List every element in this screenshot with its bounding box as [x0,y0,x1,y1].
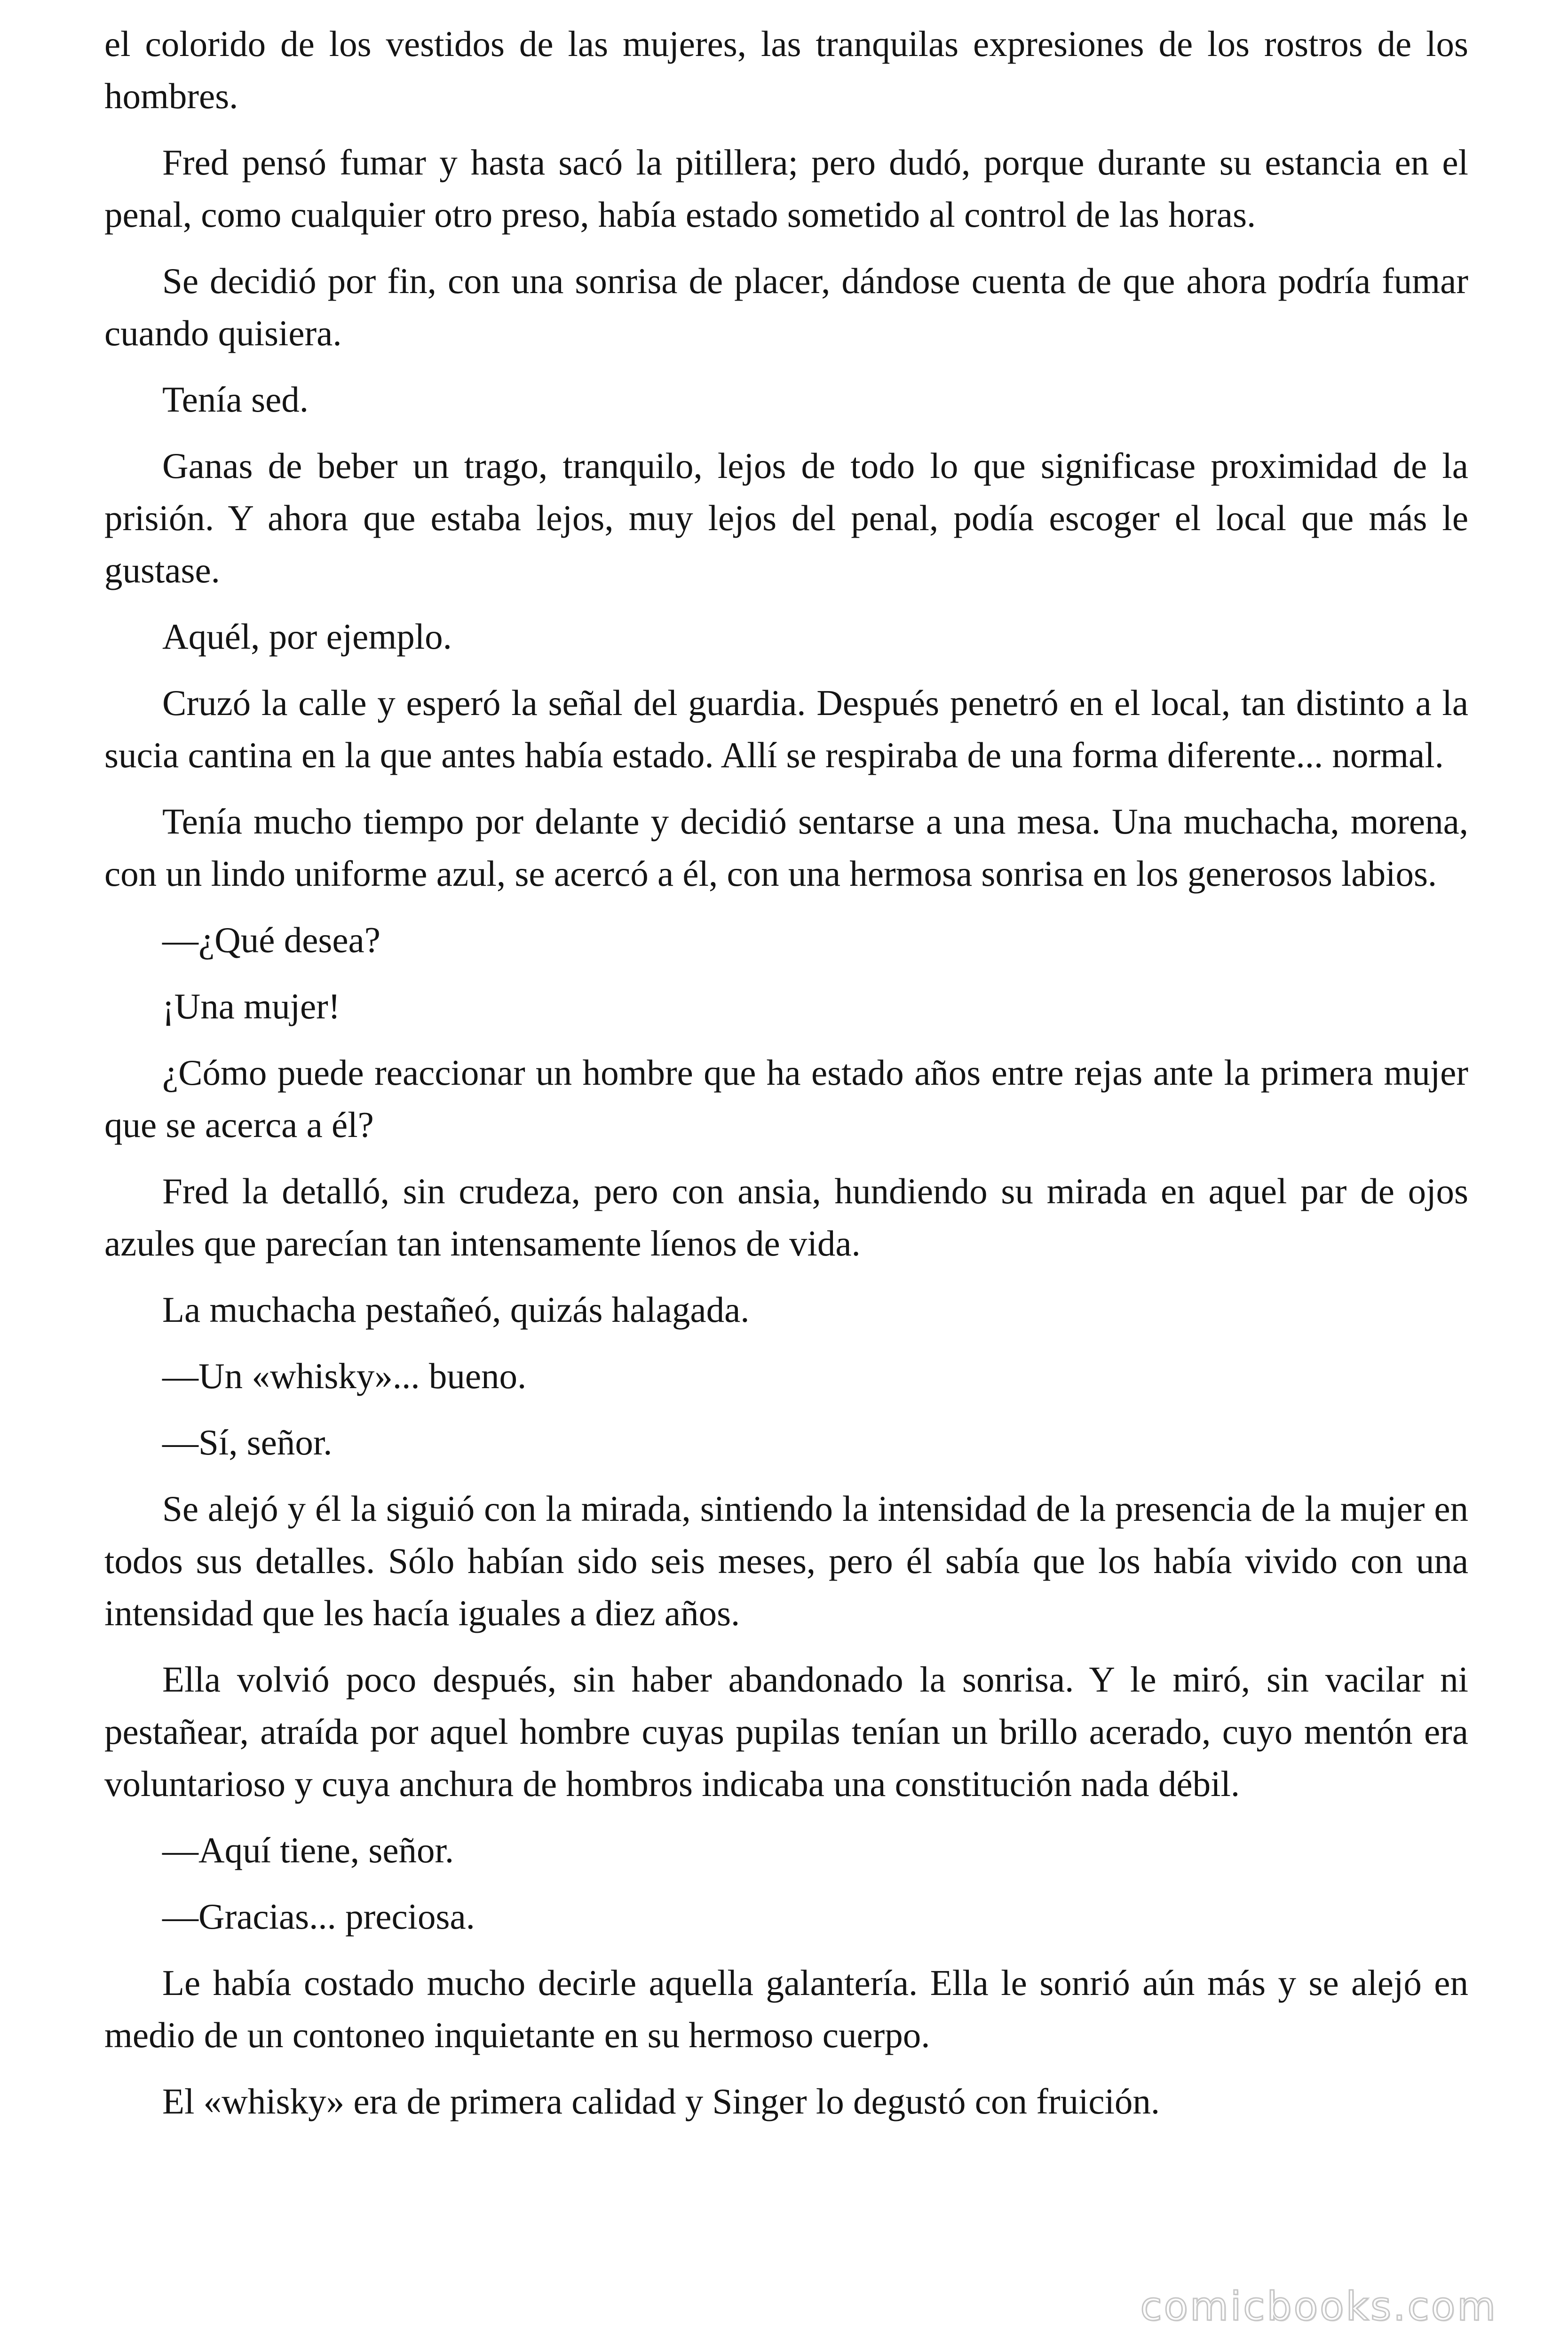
paragraph: el colorido de los vestidos de las mujeres, las tranquilas expresiones de los rostros de los hombres. [104,24,1468,116]
paragraph: Se decidió por fin, con una sonrisa de placer, dándose cuenta de que ahora podría fumar cuando quisiera. [104,261,1468,353]
paragraph: Aquél, por ejemplo. [162,616,452,657]
paragraph: Le había costado mucho decirle aquella galantería. Ella le sonrió aún más y se alejó en medio de un contoneo inquietante en su hermoso cuerpo. [104,1963,1468,2055]
paragraph: Tenía mucho tiempo por delante y decidió sentarse a una mesa. Una muchacha, morena, con un lindo uniforme azul, se acercó a él, con una hermosa sonrisa en los generosos labios. [104,801,1468,894]
paragraph: —Un «whisky»... bueno. [162,1356,527,1396]
paragraph: Cruzó la calle y esperó la señal del guardia. Después penetró en el local, tan distinto a la sucia cantina en la que antes había estado. Allí se respiraba de una forma diferente... normal. [104,683,1468,775]
paragraph: La muchacha pestañeó, quizás halagada. [162,1289,750,1330]
paragraph: —¿Qué desea? [162,920,380,960]
paragraph: Se alejó y él la siguió con la mirada, sintiendo la intensidad de la presencia de la mujer en todos sus detalles. Sólo habían sido seis meses, pero él sabía que los había vivido con una intensidad que les hacía iguales a diez años. [104,1488,1468,1633]
paragraph: Tenía sed. [162,379,309,420]
paragraph: —Gracias... preciosa. [162,1896,475,1937]
paragraph: Fred la detalló, sin crudeza, pero con ansia, hundiendo su mirada en aquel par de ojos azules que parecían tan intensamente líenos de vida. [104,1171,1468,1263]
paragraph: El «whisky» era de primera calidad y Singer lo degustó con fruición. [162,2081,1160,2122]
paragraph: ¡Una mujer! [162,986,341,1026]
paragraph: —Aquí tiene, señor. [162,1830,454,1870]
watermark: comicbooks.com [1140,2283,1497,2329]
paragraph: ¿Cómo puede reaccionar un hombre que ha estado años entre rejas ante la primera mujer que se acerca a él? [104,1052,1468,1145]
paragraph: Ella volvió poco después, sin haber abandonado la sonrisa. Y le miró, sin vacilar ni pestañear, atraída por aquel hombre cuyas pupilas tenían un brillo acerado, cuyo mentón era voluntarioso y cuya anchura de hombros indicaba una constitución nada débil. [104,1659,1468,1804]
paragraph: —Sí, señor. [162,1422,333,1462]
paragraph: Fred pensó fumar y hasta sacó la pitillera; pero dudó, porque durante su estancia en el penal, como cualquier otro preso, había estado sometido al control de las horas. [104,142,1468,235]
paragraph: Ganas de beber un trago, tranquilo, lejos de todo lo que significase proximidad de la prisión. Y ahora que estaba lejos, muy lejos del penal, podía escoger el local que más le gustase. [104,445,1468,590]
document-body [104,18,1468,2142]
